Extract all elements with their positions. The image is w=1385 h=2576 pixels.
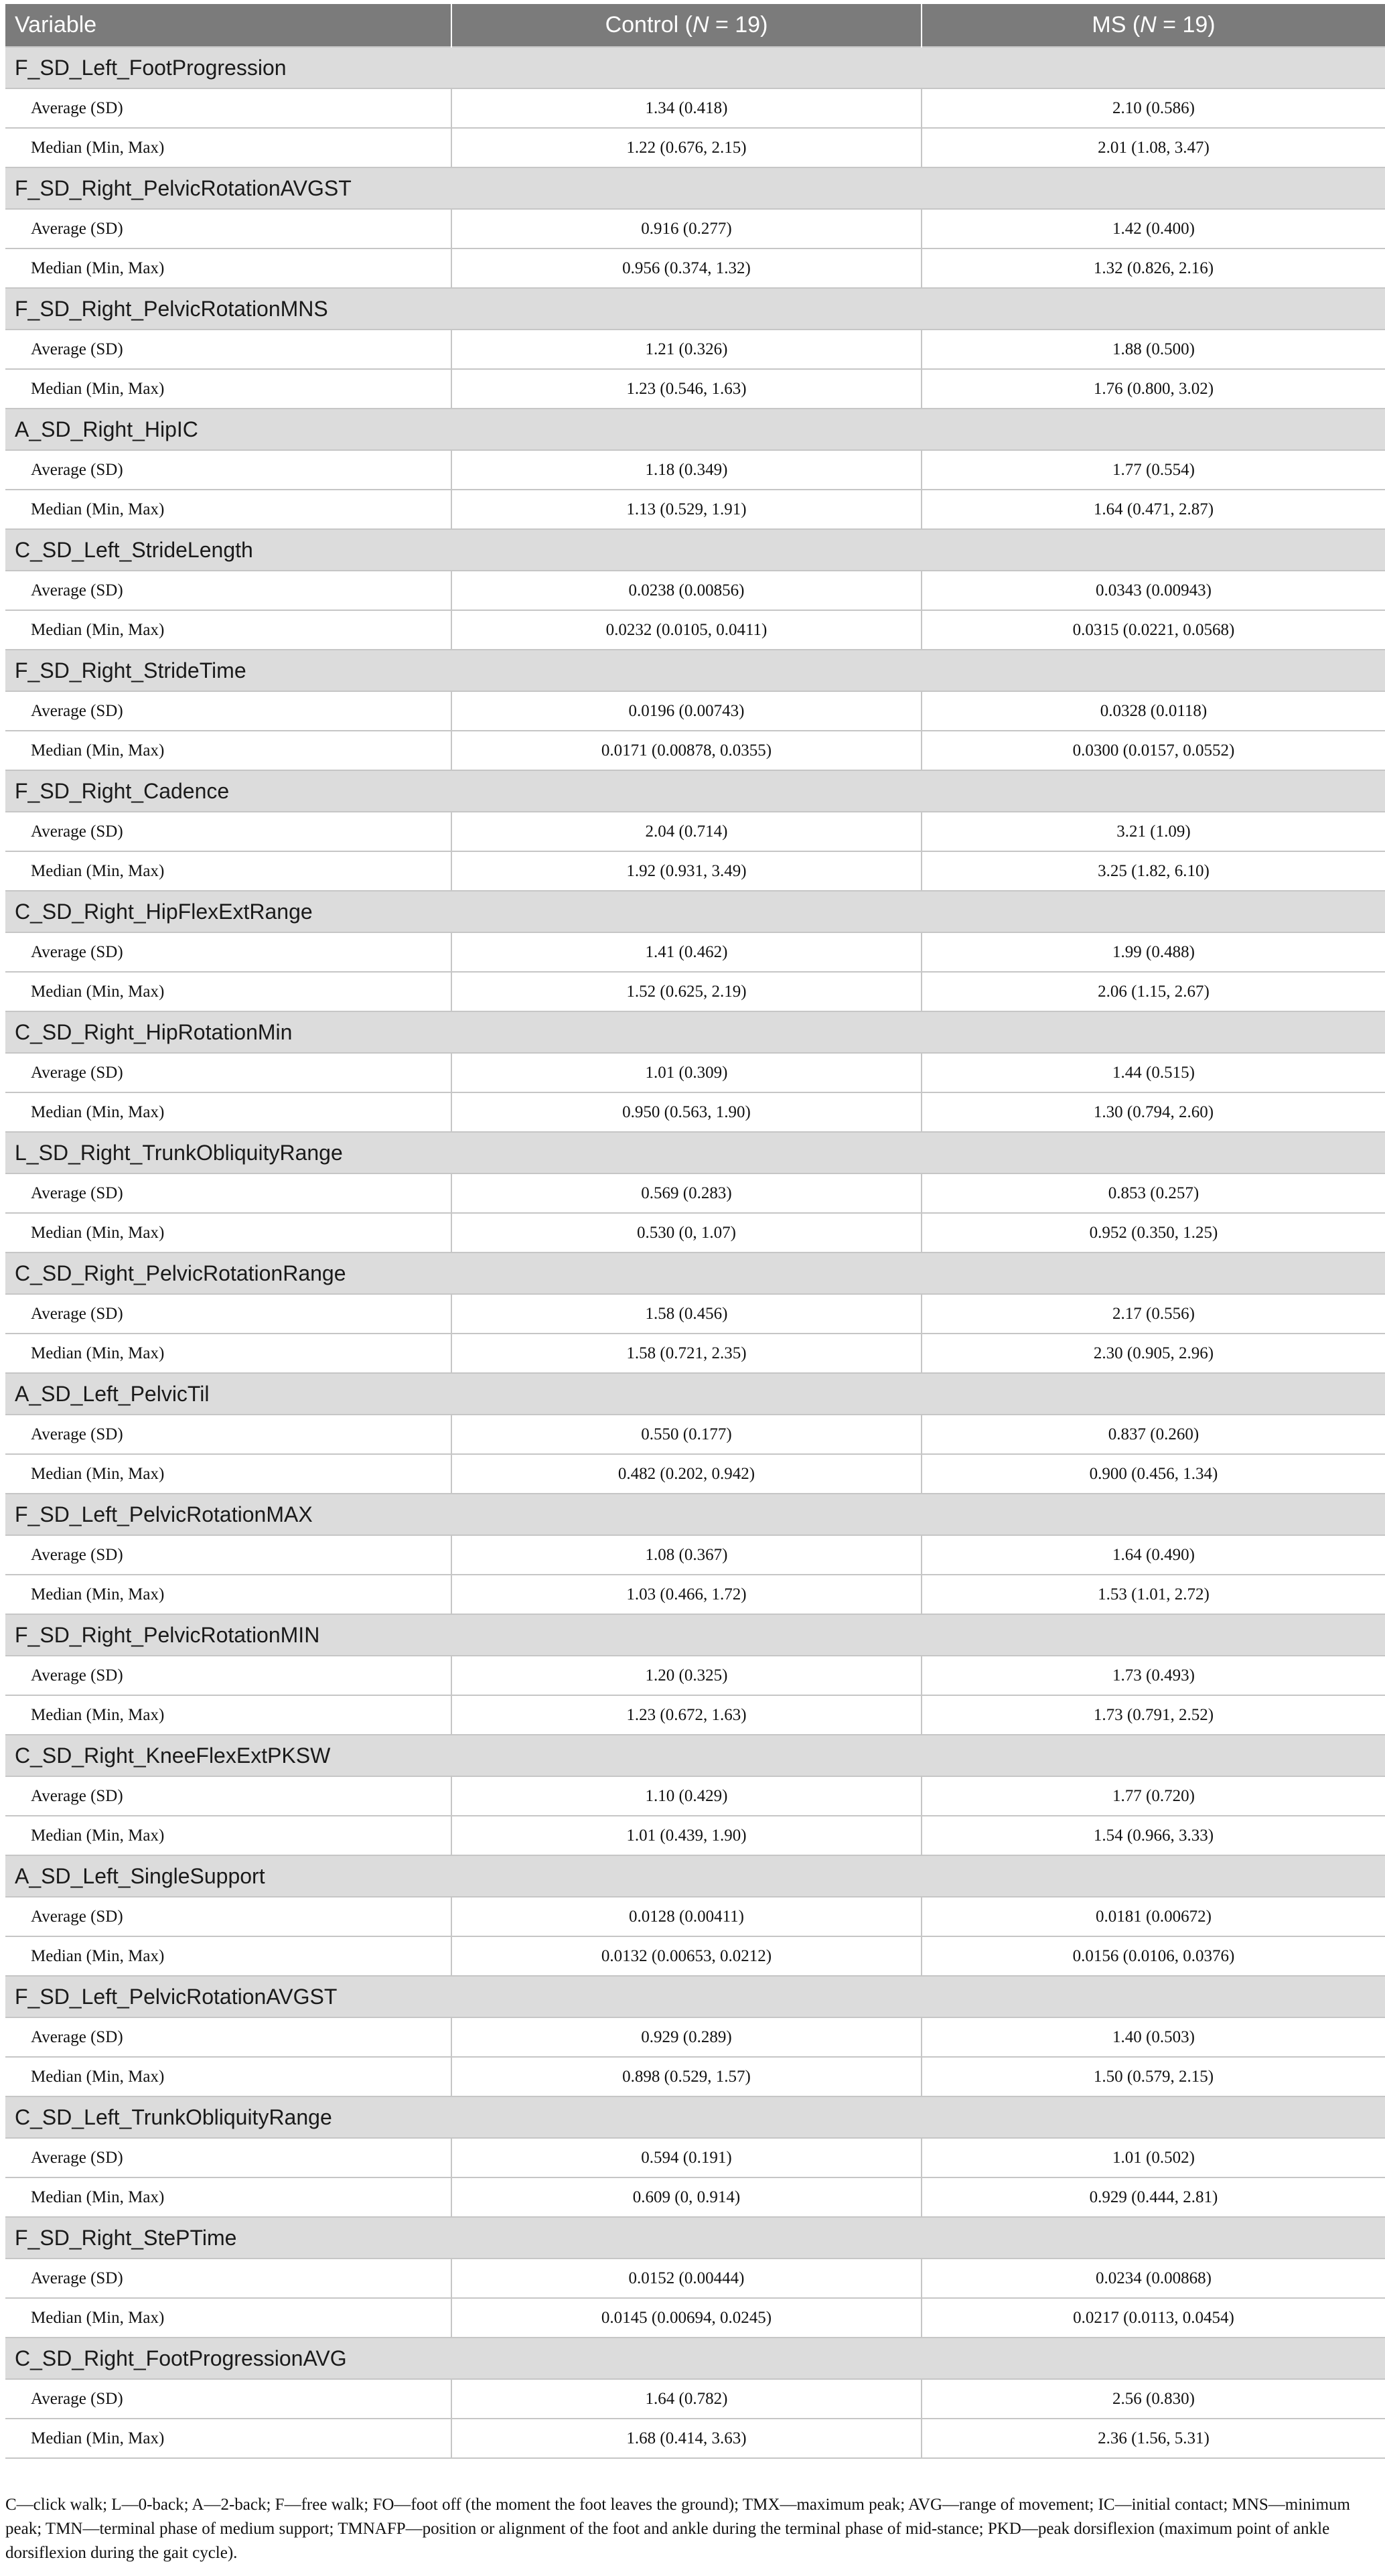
ms-average-cell: 1.88 (0.500) [922,330,1385,369]
ms-average-cell: 1.99 (0.488) [922,932,1385,972]
average-row [5,88,1385,128]
header-ms: MS (N = 19) [922,4,1385,47]
control-average-cell: 1.01 (0.309) [451,1053,922,1092]
row-label: Median (Min, Max) [5,1454,451,1494]
ms-average-cell: 2.10 (0.586) [922,88,1385,128]
results-table-container [5,4,1385,2459]
ms-median-cell: 0.952 (0.350, 1.25) [922,1213,1385,1253]
row-label: Average (SD) [5,88,451,128]
variable-group-row [5,1735,1385,1776]
ms-average-cell: 1.77 (0.720) [922,1776,1385,1816]
ms-average-cell: 0.0343 (0.00943) [922,571,1385,610]
variable-name: F_SD_Left_PelvicRotationMAX [5,1494,1385,1535]
ms-median-cell: 1.30 (0.794, 2.60) [922,1092,1385,1132]
control-median-cell: 0.609 (0, 0.914) [451,2177,922,2217]
average-row [5,1897,1385,1936]
control-median-cell: 0.0145 (0.00694, 0.0245) [451,2298,922,2338]
control-average-cell: 0.0128 (0.00411) [451,1897,922,1936]
variable-group-row [5,650,1385,691]
variable-name: F_SD_Right_Cadence [5,770,1385,812]
row-label: Average (SD) [5,1415,451,1454]
row-label: Average (SD) [5,2379,451,2419]
ms-median-cell: 0.0217 (0.0113, 0.0454) [922,2298,1385,2338]
variable-name: F_SD_Right_PelvicRotationMNS [5,288,1385,330]
variable-name: A_SD_Left_PelvicTil [5,1373,1385,1415]
median-row [5,1334,1385,1373]
average-row [5,932,1385,972]
control-median-cell: 0.0232 (0.0105, 0.0411) [451,610,922,650]
ms-median-cell: 0.0300 (0.0157, 0.0552) [922,731,1385,770]
variable-group-row [5,2096,1385,2138]
row-label: Average (SD) [5,812,451,851]
average-row [5,209,1385,248]
control-median-cell: 1.92 (0.931, 3.49) [451,851,922,891]
variable-name: C_SD_Left_TrunkObliquityRange [5,2096,1385,2138]
variable-name: F_SD_Left_PelvicRotationAVGST [5,1976,1385,2017]
control-average-cell: 0.569 (0.283) [451,1173,922,1213]
average-row [5,330,1385,369]
row-label: Average (SD) [5,1294,451,1334]
control-average-cell: 1.08 (0.367) [451,1535,922,1575]
median-row [5,369,1385,409]
table-header [5,4,1385,47]
variable-name: A_SD_Left_SingleSupport [5,1855,1385,1897]
variable-name: F_SD_Right_StePTime [5,2217,1385,2259]
median-row [5,1213,1385,1253]
row-label: Median (Min, Max) [5,1936,451,1976]
control-average-cell: 0.594 (0.191) [451,2138,922,2177]
average-row [5,1294,1385,1334]
row-label: Median (Min, Max) [5,248,451,288]
row-label: Median (Min, Max) [5,1816,451,1855]
row-label: Average (SD) [5,932,451,972]
table-body [5,47,1385,2458]
row-label: Median (Min, Max) [5,972,451,1011]
ms-median-cell: 1.64 (0.471, 2.87) [922,490,1385,529]
median-row [5,1092,1385,1132]
average-row [5,2017,1385,2057]
control-median-cell: 1.01 (0.439, 1.90) [451,1816,922,1855]
median-row [5,2419,1385,2458]
ms-median-cell: 1.54 (0.966, 3.33) [922,1816,1385,1855]
variable-group-row [5,1132,1385,1173]
table-footnote: C—click walk; L—0-back; A—2-back; F—free walk; FO—foot off (the moment the foot leaves the ground); TMX—maximum peak; AVG—range of movement; IC—initial contact; MNS—minimum peak; TMN—terminal phase of medium support; TMNAFP—position or alignment of the foot and ankle during the terminal phase of mid-stance; PKD—peak dorsiflexion (maximum point of ankle dorsiflexion during the gait cycle). [5,2496,1350,2562]
row-label: Average (SD) [5,330,451,369]
control-median-cell: 0.530 (0, 1.07) [451,1213,922,1253]
median-row [5,1575,1385,1614]
median-row [5,731,1385,770]
variable-name: L_SD_Right_TrunkObliquityRange [5,1132,1385,1173]
control-average-cell: 1.18 (0.349) [451,450,922,490]
row-label: Average (SD) [5,691,451,731]
header-row [5,4,1385,47]
variable-group-row [5,2217,1385,2259]
variable-group-row [5,1494,1385,1535]
control-median-cell: 1.58 (0.721, 2.35) [451,1334,922,1373]
ms-average-cell: 2.56 (0.830) [922,2379,1385,2419]
average-row [5,2379,1385,2419]
row-label: Average (SD) [5,571,451,610]
ms-median-cell: 0.0156 (0.0106, 0.0376) [922,1936,1385,1976]
average-row [5,571,1385,610]
control-median-cell: 1.23 (0.672, 1.63) [451,1695,922,1735]
ms-median-cell: 1.73 (0.791, 2.52) [922,1695,1385,1735]
variable-group-row [5,1855,1385,1897]
ms-median-cell: 0.900 (0.456, 1.34) [922,1454,1385,1494]
control-average-cell: 0.0238 (0.00856) [451,571,922,610]
row-label: Median (Min, Max) [5,490,451,529]
row-label: Average (SD) [5,209,451,248]
row-label: Average (SD) [5,1535,451,1575]
control-median-cell: 1.22 (0.676, 2.15) [451,128,922,167]
row-label: Average (SD) [5,1776,451,1816]
control-average-cell: 0.916 (0.277) [451,209,922,248]
variable-name: C_SD_Left_StrideLength [5,529,1385,571]
row-label: Median (Min, Max) [5,1213,451,1253]
control-median-cell: 1.03 (0.466, 1.72) [451,1575,922,1614]
row-label: Average (SD) [5,1656,451,1695]
variable-name: C_SD_Right_HipFlexExtRange [5,891,1385,932]
header-variable: Variable [5,4,451,47]
average-row [5,2138,1385,2177]
median-row [5,972,1385,1011]
variable-group-row [5,1253,1385,1294]
control-average-cell: 0.0152 (0.00444) [451,2259,922,2298]
variable-group-row [5,1011,1385,1053]
control-average-cell: 0.929 (0.289) [451,2017,922,2057]
row-label: Median (Min, Max) [5,2057,451,2096]
median-row [5,248,1385,288]
control-median-cell: 1.52 (0.625, 2.19) [451,972,922,1011]
row-label: Average (SD) [5,1897,451,1936]
ms-average-cell: 0.0328 (0.0118) [922,691,1385,731]
median-row [5,610,1385,650]
ms-median-cell: 1.50 (0.579, 2.15) [922,2057,1385,2096]
row-label: Median (Min, Max) [5,1334,451,1373]
ms-average-cell: 1.64 (0.490) [922,1535,1385,1575]
control-median-cell: 1.23 (0.546, 1.63) [451,369,922,409]
results-table [5,4,1385,2459]
ms-average-cell: 1.42 (0.400) [922,209,1385,248]
header-control: Control (N = 19) [451,4,922,47]
median-row [5,2177,1385,2217]
row-label: Average (SD) [5,450,451,490]
row-label: Average (SD) [5,2259,451,2298]
variable-group-row [5,891,1385,932]
ms-average-cell: 0.0181 (0.00672) [922,1897,1385,1936]
variable-group-row [5,288,1385,330]
row-label: Median (Min, Max) [5,1575,451,1614]
ms-median-cell: 2.36 (1.56, 5.31) [922,2419,1385,2458]
ms-median-cell: 1.32 (0.826, 2.16) [922,248,1385,288]
row-label: Median (Min, Max) [5,2177,451,2217]
variable-name: F_SD_Right_PelvicRotationAVGST [5,167,1385,209]
ms-average-cell: 1.77 (0.554) [922,450,1385,490]
control-average-cell: 0.0196 (0.00743) [451,691,922,731]
control-median-cell: 1.68 (0.414, 3.63) [451,2419,922,2458]
variable-name: F_SD_Right_StrideTime [5,650,1385,691]
ms-average-cell: 1.73 (0.493) [922,1656,1385,1695]
ms-median-cell: 2.01 (1.08, 3.47) [922,128,1385,167]
average-row [5,1776,1385,1816]
variable-name: F_SD_Left_FootProgression [5,47,1385,88]
variable-group-row [5,167,1385,209]
row-label: Average (SD) [5,1053,451,1092]
row-label: Median (Min, Max) [5,128,451,167]
control-median-cell: 0.956 (0.374, 1.32) [451,248,922,288]
ms-average-cell: 0.853 (0.257) [922,1173,1385,1213]
control-median-cell: 0.482 (0.202, 0.942) [451,1454,922,1494]
variable-name: F_SD_Right_PelvicRotationMIN [5,1614,1385,1656]
row-label: Median (Min, Max) [5,2298,451,2338]
control-average-cell: 2.04 (0.714) [451,812,922,851]
median-row [5,1816,1385,1855]
variable-group-row [5,47,1385,88]
control-average-cell: 1.64 (0.782) [451,2379,922,2419]
variable-group-row [5,1614,1385,1656]
control-average-cell: 1.34 (0.418) [451,88,922,128]
control-average-cell: 0.550 (0.177) [451,1415,922,1454]
row-label: Median (Min, Max) [5,369,451,409]
row-label: Average (SD) [5,2017,451,2057]
control-median-cell: 1.13 (0.529, 1.91) [451,490,922,529]
ms-median-cell: 2.30 (0.905, 2.96) [922,1334,1385,1373]
control-median-cell: 0.950 (0.563, 1.90) [451,1092,922,1132]
control-average-cell: 1.10 (0.429) [451,1776,922,1816]
ms-median-cell: 0.0315 (0.0221, 0.0568) [922,610,1385,650]
ms-median-cell: 0.929 (0.444, 2.81) [922,2177,1385,2217]
row-label: Median (Min, Max) [5,2419,451,2458]
variable-group-row [5,770,1385,812]
average-row [5,1173,1385,1213]
control-median-cell: 0.0132 (0.00653, 0.0212) [451,1936,922,1976]
average-row [5,1656,1385,1695]
variable-name: C_SD_Right_HipRotationMin [5,1011,1385,1053]
ms-average-cell: 2.17 (0.556) [922,1294,1385,1334]
row-label: Median (Min, Max) [5,1695,451,1735]
median-row [5,2298,1385,2338]
median-row [5,490,1385,529]
ms-average-cell: 1.44 (0.515) [922,1053,1385,1092]
ms-median-cell: 2.06 (1.15, 2.67) [922,972,1385,1011]
average-row [5,812,1385,851]
control-median-cell: 0.898 (0.529, 1.57) [451,2057,922,2096]
median-row [5,1454,1385,1494]
control-median-cell: 0.0171 (0.00878, 0.0355) [451,731,922,770]
ms-average-cell: 0.837 (0.260) [922,1415,1385,1454]
average-row [5,1053,1385,1092]
average-row [5,450,1385,490]
median-row [5,128,1385,167]
variable-group-row [5,529,1385,571]
variable-group-row [5,409,1385,450]
control-average-cell: 1.20 (0.325) [451,1656,922,1695]
variable-name: A_SD_Right_HipIC [5,409,1385,450]
variable-name: C_SD_Right_FootProgressionAVG [5,2338,1385,2379]
variable-group-row [5,1976,1385,2017]
ms-median-cell: 1.53 (1.01, 2.72) [922,1575,1385,1614]
row-label: Average (SD) [5,2138,451,2177]
row-label: Median (Min, Max) [5,1092,451,1132]
ms-average-cell: 3.21 (1.09) [922,812,1385,851]
ms-average-cell: 1.40 (0.503) [922,2017,1385,2057]
median-row [5,851,1385,891]
average-row [5,2259,1385,2298]
average-row [5,691,1385,731]
variable-group-row [5,2338,1385,2379]
average-row [5,1535,1385,1575]
variable-group-row [5,1373,1385,1415]
median-row [5,2057,1385,2096]
control-average-cell: 1.58 (0.456) [451,1294,922,1334]
median-row [5,1936,1385,1976]
ms-median-cell: 1.76 (0.800, 3.02) [922,369,1385,409]
variable-name: C_SD_Right_KneeFlexExtPKSW [5,1735,1385,1776]
row-label: Median (Min, Max) [5,610,451,650]
row-label: Median (Min, Max) [5,851,451,891]
control-average-cell: 1.21 (0.326) [451,330,922,369]
average-row [5,1415,1385,1454]
row-label: Average (SD) [5,1173,451,1213]
row-label: Median (Min, Max) [5,731,451,770]
variable-name: C_SD_Right_PelvicRotationRange [5,1253,1385,1294]
ms-average-cell: 1.01 (0.502) [922,2138,1385,2177]
control-average-cell: 1.41 (0.462) [451,932,922,972]
median-row [5,1695,1385,1735]
ms-median-cell: 3.25 (1.82, 6.10) [922,851,1385,891]
ms-average-cell: 0.0234 (0.00868) [922,2259,1385,2298]
